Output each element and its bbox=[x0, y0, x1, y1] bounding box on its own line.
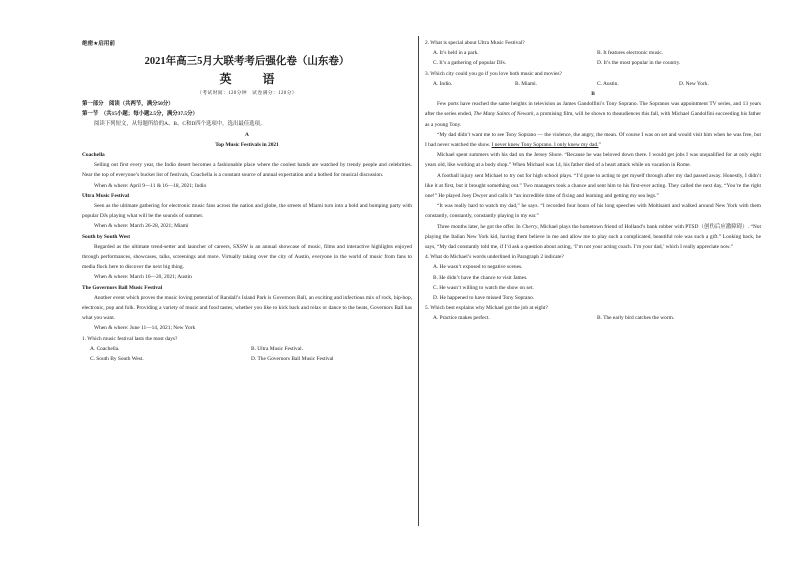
question-stem: 1. Which music festival lasts the most days? bbox=[82, 335, 178, 342]
option[interactable]: B. It features electronic music. bbox=[597, 50, 664, 57]
option[interactable]: A. It’s held in a park. bbox=[433, 50, 479, 57]
question-options bbox=[82, 354, 412, 364]
section-heading: 第一节 （共15小题；每小题2.5分，满分37.5分） bbox=[82, 111, 198, 118]
option[interactable]: B. He didn’t have the chance to visit James. bbox=[433, 274, 528, 281]
subject-title: 英 语 bbox=[219, 72, 289, 86]
question-options bbox=[425, 79, 761, 89]
option[interactable]: A. Indio. bbox=[433, 80, 453, 87]
question-stem: 4. What do Michael’s words underlined in Paragraph 2 indicate? bbox=[425, 254, 564, 261]
question-stem: 5. Which best explains why Michael got the job at eight? bbox=[425, 305, 548, 312]
festival-desc: Selling out first every year, the Indio desert becomes a fashionable place where the coolest bands are watched by trendy people and celebrities. Near the top of everyone’s bucket list of festivals, Coachella is a constant source of annual expectation and a hotbed for musical discussion. bbox=[82, 162, 412, 179]
option[interactable]: C. Austin. bbox=[597, 80, 619, 87]
passage-paragraph bbox=[425, 99, 761, 130]
text-run: Few ports have reached the same heights in television as James Gandolfini’s Tony Soprano. The Sopranos was appointment TV series, and 13 years after the series ended, bbox=[425, 101, 761, 118]
option[interactable]: D. New York. bbox=[679, 80, 709, 87]
option[interactable]: C. He wasn’t willing to watch the show on set. bbox=[433, 284, 534, 291]
option[interactable]: B. Ultra Music Festival. bbox=[251, 345, 303, 352]
text-run: ” bbox=[598, 142, 601, 149]
festival-when: When & where: March 16—20, 2021; Austin bbox=[94, 274, 192, 281]
question-options bbox=[425, 48, 761, 58]
text-run: Three months later, he got the offer. In bbox=[437, 223, 523, 230]
passage-b-label: B bbox=[591, 91, 595, 98]
text-run: , a promising film, will be shown to theaudiences this fall, with Michael Gandolfini succeeding his father as a young Tony. bbox=[425, 111, 761, 128]
exam-info: （考试时间：120分钟 试卷满分：120分） bbox=[197, 91, 297, 96]
festival-name: The Governors Ball Music Festival bbox=[82, 284, 163, 291]
option[interactable]: A. Coachella. bbox=[90, 345, 120, 352]
option[interactable]: C. It’s a gathering of popular DJs. bbox=[433, 60, 507, 67]
underlined-sentence: I never knew Tony Soprano. I only knew my dad. bbox=[491, 142, 599, 149]
question-stem: 2. What is special about Ultra Music Festival? bbox=[425, 40, 525, 46]
left-column bbox=[82, 38, 412, 364]
option[interactable]: C. South By South West. bbox=[90, 356, 144, 363]
passage-a-label: A bbox=[245, 131, 249, 138]
question-options bbox=[82, 344, 412, 354]
film-title: The Many Saints of Newark bbox=[473, 111, 534, 118]
festival-when: When & where: June 11—14, 2021; New York bbox=[94, 325, 196, 332]
passage-paragraph: A football injury sent Michael to try out for high school plays. “I’d gone to acting to get myself through after my dad passed away. Honestly, I didn’t like it at first, but it brought something out.” Two managers took a chance and sent him to his first-ever acting. They called the next day, “You’re the right one!” He played Joey Dwyer and calls it “an incredible time of fixing and learning and getting my sea legs.” bbox=[425, 172, 761, 200]
confidential-label: 绝密★启用前 bbox=[82, 41, 115, 47]
right-column bbox=[425, 38, 761, 324]
festival-desc: Seen as the ultimate gathering for electronic music fans across the nation and globe, the streets of Miami turn into a bold and bumping party with popular DJs playing what will be the sounds of summer. bbox=[82, 203, 412, 220]
column-divider bbox=[418, 36, 419, 526]
option[interactable]: A. He wasn’t exposed to negative scenes. bbox=[433, 264, 523, 271]
part-heading: 第一部分 阅读（共两节，满分50分） bbox=[82, 101, 174, 107]
instruction: 阅读下列短文，从每题所给的A、B、C和D四个选项中，选出最佳选项。 bbox=[94, 121, 266, 128]
option[interactable]: B. Miami. bbox=[515, 80, 538, 87]
text-run: , Michael plays the hometown friend of Holland’s bank robber with PTSD（创伤后应激障碍）. “Not playing the Italian New York kid, having them believe in me and allow me to play such a complicated, beautiful role was such a gift.” Looking back, he says, “My dad constantly told me, if I’d ask a question about acting, ‘I’m not your acting coach. I’m your dad,’ which I really appreciate now.” bbox=[425, 223, 761, 251]
festival-desc: Regarded as the ultimate trend-setter and launcher of careers, SXSW is an annual showcase of music, films and interactive highlights enjoyed through performances, showcases, talks, screenings and more. Virtually taking over the city of Austin, everyone in the world of music from fans to media flock here to discover the next big thing. bbox=[82, 243, 412, 271]
festival-name: South by South West bbox=[82, 233, 130, 240]
festival-when: When & where: April 9—11 & 16—18, 2021; Indio bbox=[94, 182, 207, 189]
passage-paragraph: Michael spent summers with his dad on the Jersey Shore. “Because he was beloved down there. I would get jobs I was unqualified for at only eight years old, like working at a body shop.” When Michael was 14, his father died of a heart attack while on vacation in Rome. bbox=[425, 152, 761, 169]
option[interactable]: A. Practice makes perfect. bbox=[433, 315, 490, 322]
festival-name: Coachella bbox=[82, 152, 105, 159]
question-options bbox=[425, 313, 761, 323]
text-run: “My dad didn’t want me to see Tony Soprano — the violence, the angry, the mean. Of course I was on set and would visit him when he was free, but I had never watched the show. bbox=[425, 131, 761, 149]
passage-a-title: Top Music Festivals in 2021 bbox=[215, 141, 279, 148]
question-options bbox=[425, 58, 761, 68]
passage-paragraph bbox=[425, 222, 761, 253]
passage-paragraph bbox=[425, 130, 761, 150]
film-title: Cherry bbox=[522, 223, 538, 230]
option[interactable]: D. He happened to have missed Tony Soprano. bbox=[433, 295, 535, 302]
option[interactable]: B. The early bird catches the worm. bbox=[597, 315, 675, 322]
festival-desc: Another event which proves the music loving potential of Randall’s Island Park is Governors Ball, an exciting and infectious mix of rock, hip-hop, electronic, pop and folk. Providing a variety of music and food tastes, whether you like to kick back and relax or dance to the beats, Governors Ball has what you want. bbox=[82, 294, 412, 322]
festival-name: Ultra Music Festival bbox=[82, 192, 130, 199]
festival-when: When & where: March 26-28, 2021; Miami bbox=[94, 223, 189, 230]
passage-paragraph: “It was really hard to watch my dad,” he says. “I recorded four hours of his long speeches with Moltisanti and walked around New York with them constantly, constantly, constantly playing in my ear.” bbox=[425, 203, 761, 220]
exam-title: 2021年高三5月大联考考后强化卷（山东卷） bbox=[144, 56, 350, 67]
option[interactable]: D. It’s the most popular in the country. bbox=[597, 60, 681, 67]
option[interactable]: D. The Governors Ball Music Festival bbox=[251, 356, 334, 363]
question-stem: 3. Which city could you go if you love both music and movies? bbox=[425, 70, 562, 77]
